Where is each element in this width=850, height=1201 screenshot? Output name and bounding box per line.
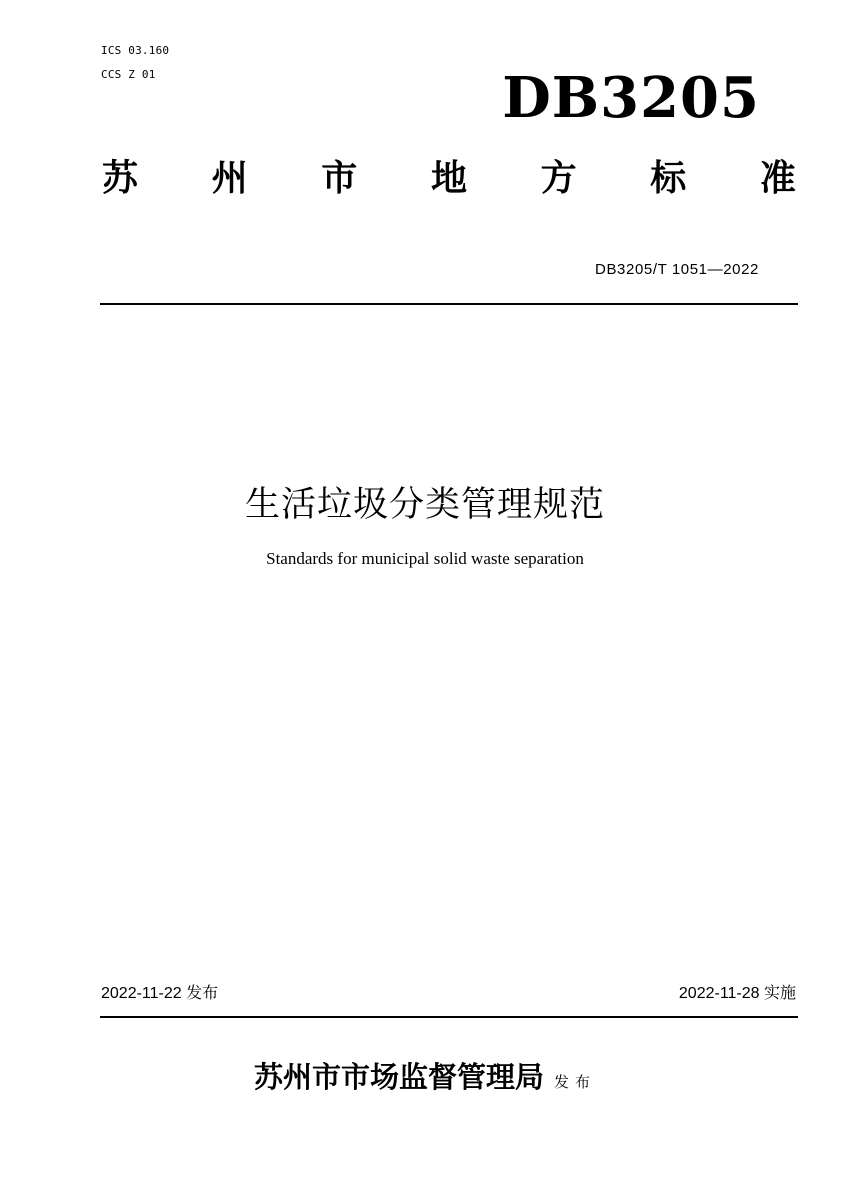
- publisher-name: 苏州市市场监督管理局: [253, 1060, 544, 1094]
- standard-type-char: 准: [759, 157, 796, 199]
- standard-type-heading: [100, 150, 798, 206]
- standard-type-char: 州: [211, 157, 248, 199]
- publisher-suffix: 发布: [554, 1073, 597, 1091]
- standard-type-char: 方: [540, 157, 577, 199]
- standard-code: DB3205: [502, 65, 760, 131]
- issue-date: 2022-11-22 发布: [101, 985, 219, 1002]
- standard-type-char: 标: [650, 157, 687, 199]
- ccs-code: CCS Z 01: [101, 68, 156, 81]
- document-title-chinese: 生活垃圾分类管理规范: [244, 485, 605, 525]
- standard-type-char: 地: [430, 157, 467, 199]
- publisher-line: [0, 1057, 850, 1097]
- implementation-date: 2022-11-28 实施: [678, 985, 796, 1002]
- document-title-english: Standards for municipal solid waste separation: [266, 549, 584, 568]
- standard-type-char: 苏: [101, 157, 138, 199]
- standard-type-char: 市: [321, 157, 358, 199]
- top-divider: [100, 303, 798, 305]
- bottom-divider: [100, 1016, 798, 1018]
- standard-number: DB3205/T 1051—2022: [595, 261, 759, 278]
- ics-code: ICS 03.160: [101, 44, 170, 57]
